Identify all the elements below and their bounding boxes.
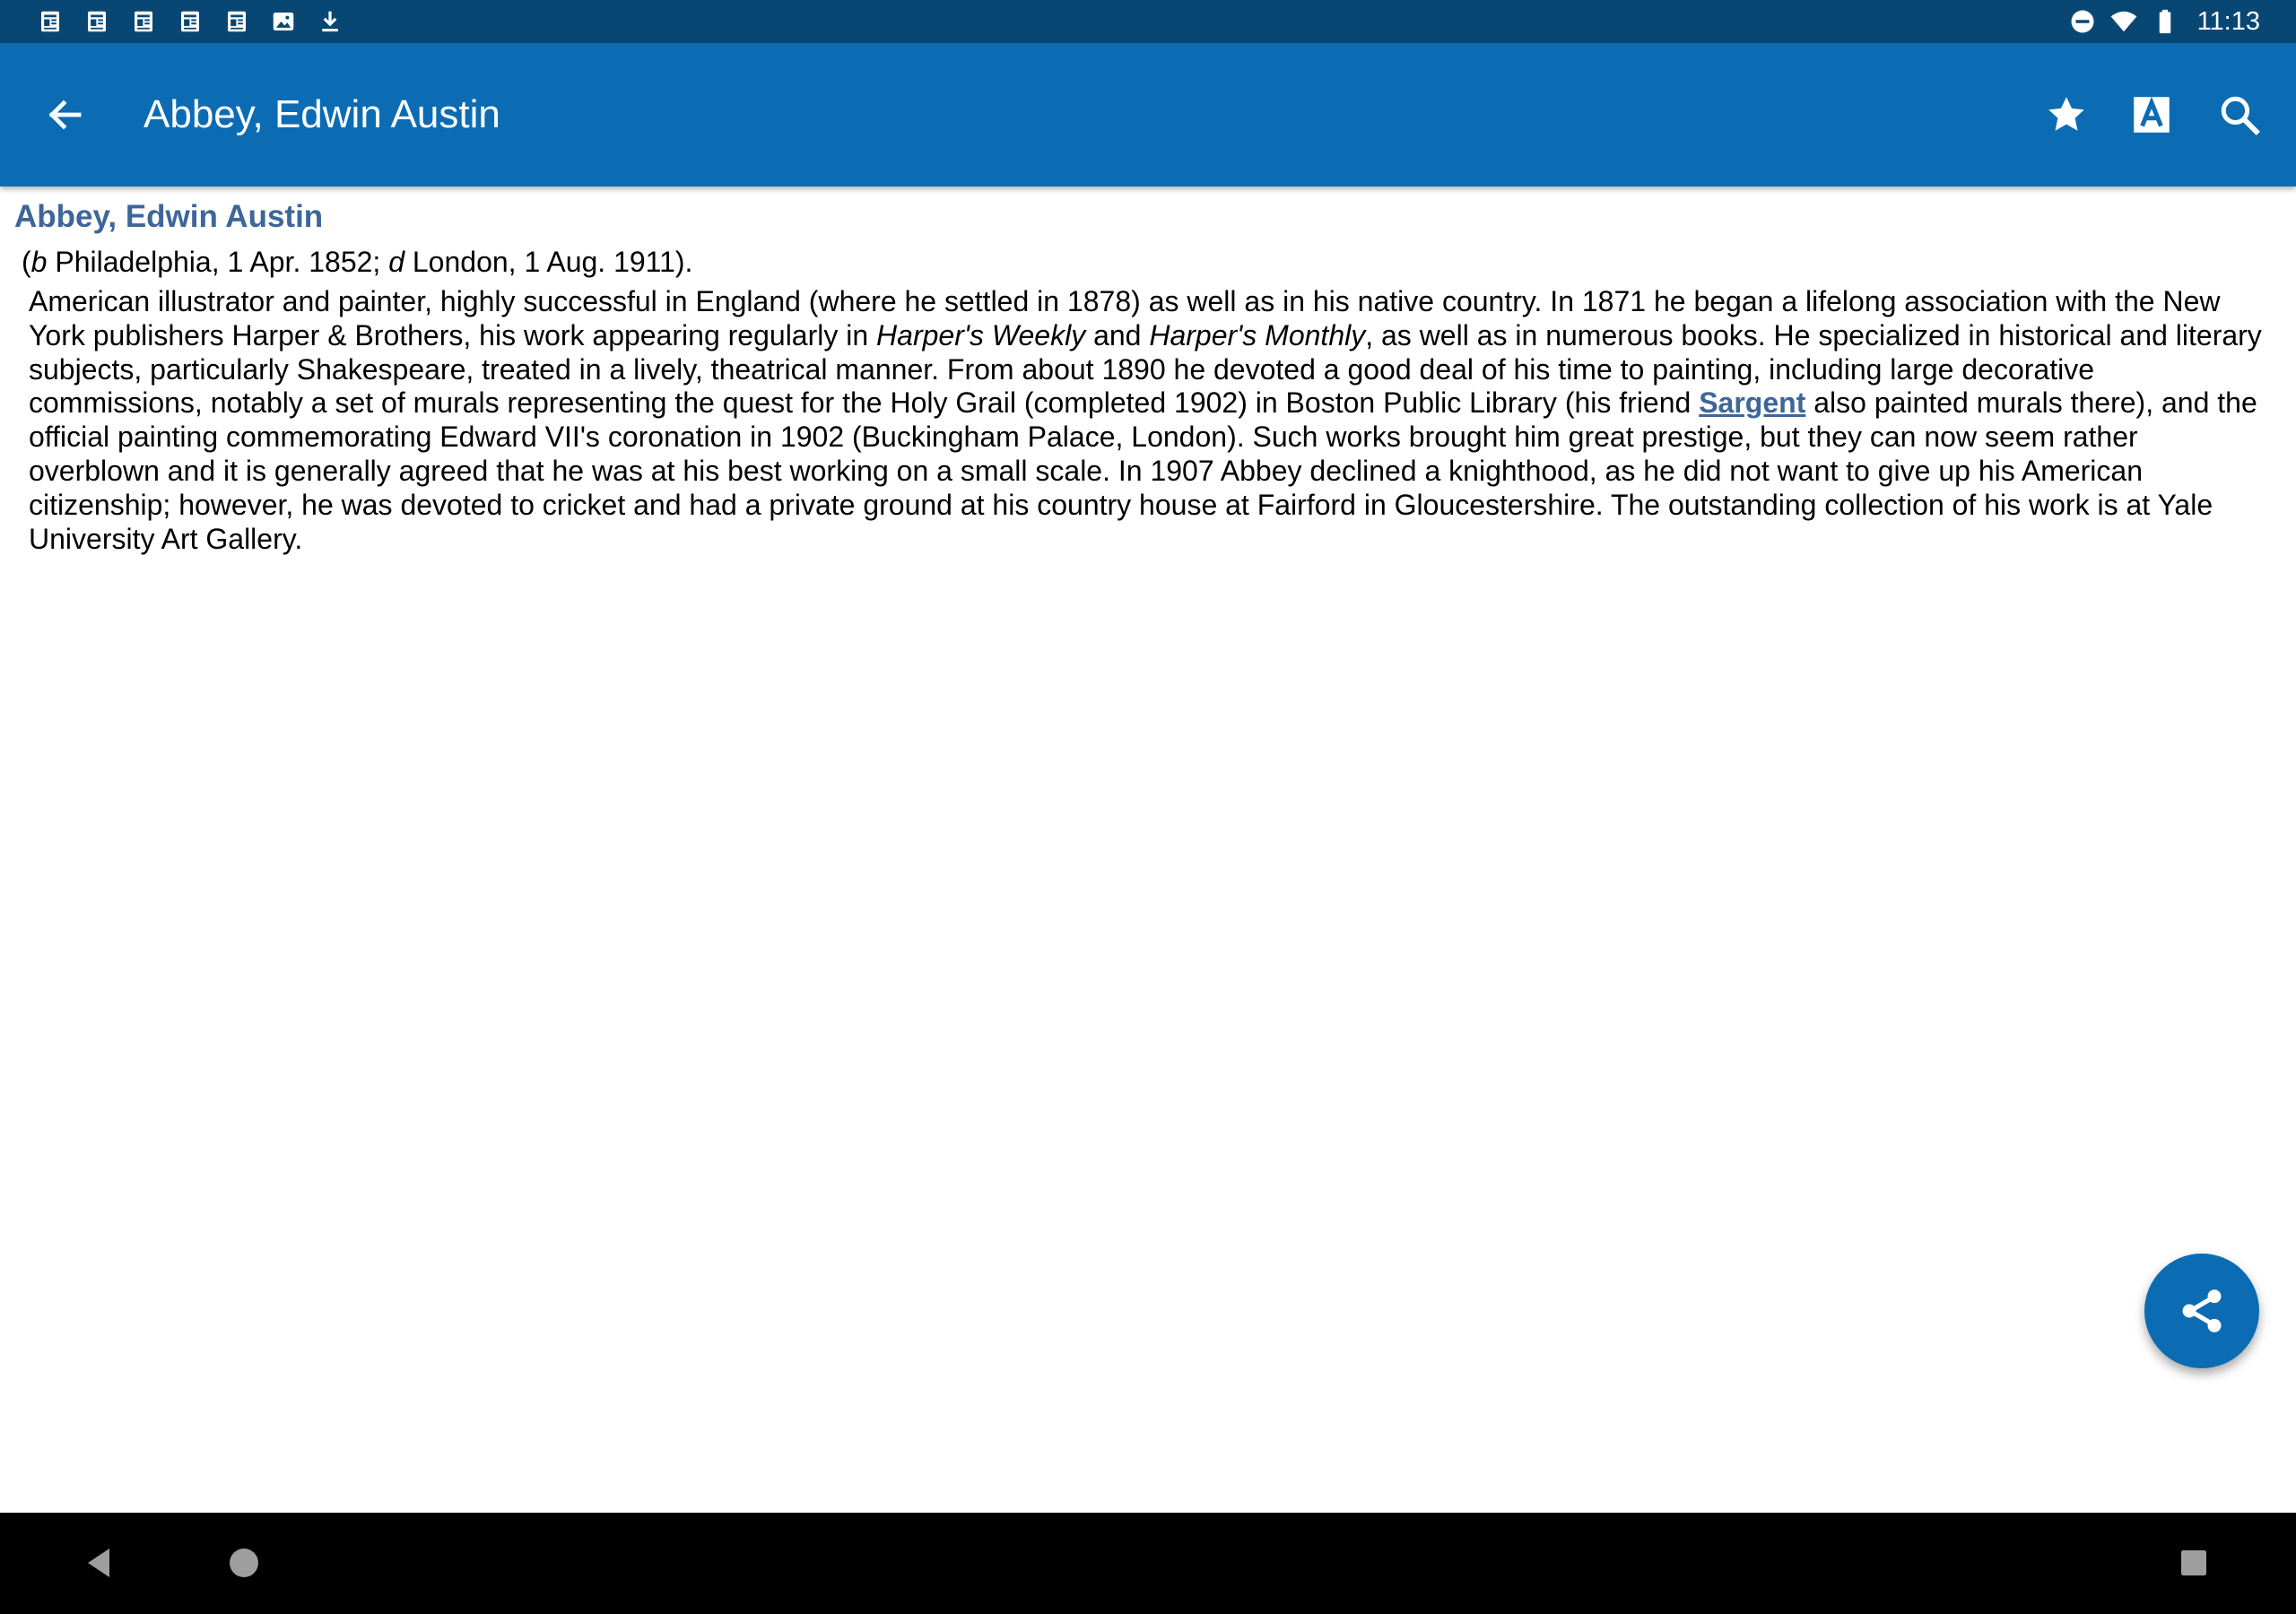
favorite-button[interactable]: [2034, 82, 2099, 147]
navigation-bar: [0, 1513, 2296, 1614]
font-size-button[interactable]: [2119, 82, 2184, 147]
nav-back-button[interactable]: [68, 1531, 133, 1595]
news-icon: [36, 7, 65, 36]
share-icon: [2177, 1286, 2227, 1336]
star-icon: [2044, 92, 2089, 137]
share-button[interactable]: [2144, 1254, 2259, 1368]
publication-title: Harper's Weekly: [876, 318, 1086, 351]
entry-title: Abbey, Edwin Austin: [14, 199, 324, 234]
clock: 11:13: [2196, 6, 2260, 36]
nav-recents-icon: [2172, 1541, 2215, 1584]
entry-body: American illustrator and painter, highly successful in England (where he settled in 1878) as well as in his native country. In 1871 he began a lifelong association with the New York publishers Harper & Brothers, his work appearing regularly in Harper's Weekly and Harper's Monthly, as well as in numerous books. He specialized in historical and literary subjects, particularly Shakespeare, treated in a lively, theatrical manner. From about 1890 he devoted a good deal of his time to painting, including large decorative commissions, notably a set of murals representing the quest for the Holy Grail (completed 1902) in Boston Public Library (his friend Sargent also painted murals there), and the official painting commemorating Edward VII's coronation in 1902 (Buckingham Palace, London). Such works brought him great prestige, but they can now seem rather overblown and it is generally agreed that he was at his best working on a small scale. In 1907 Abbey declined a knighthood, as he did not want to give up his American citizenship; however, he was devoted to cricket and had a private ground at his country house at Fairford in Gloucestershire. The outstanding collection of his work is at Yale University Art Gallery.: [29, 285, 2262, 555]
font-size-icon: [2129, 92, 2174, 137]
search-icon: [2217, 92, 2262, 137]
image-icon: [269, 7, 298, 36]
app-bar-title: Abbey, Edwin Austin: [144, 92, 500, 136]
do-not-disturb-icon: [2068, 7, 2097, 36]
download-icon: [316, 7, 344, 36]
news-icon: [222, 7, 251, 36]
nav-back-icon: [79, 1541, 122, 1584]
wifi-icon: [2109, 7, 2138, 36]
cross-reference-link-sargent[interactable]: Sargent: [1699, 386, 1806, 420]
news-icon: [129, 7, 158, 36]
nav-recents-button[interactable]: [2161, 1531, 2226, 1595]
nav-home-button[interactable]: [212, 1531, 276, 1595]
entry-dates: (b Philadelphia, 1 Apr. 1852; d London, 1 Aug. 1911).: [22, 246, 693, 278]
app-bar: [0, 43, 2296, 187]
search-button[interactable]: [2207, 82, 2272, 147]
battery-icon: [2151, 7, 2179, 36]
notification-icons: [36, 0, 344, 43]
system-icons: [2068, 0, 2260, 43]
status-bar: [0, 0, 2296, 43]
publication-title: Harper's Monthly: [1149, 318, 1366, 351]
nav-home-icon: [222, 1541, 265, 1584]
news-icon: [176, 7, 204, 36]
news-icon: [83, 7, 111, 36]
arrow-back-icon: [43, 93, 86, 136]
back-button[interactable]: [32, 82, 97, 147]
